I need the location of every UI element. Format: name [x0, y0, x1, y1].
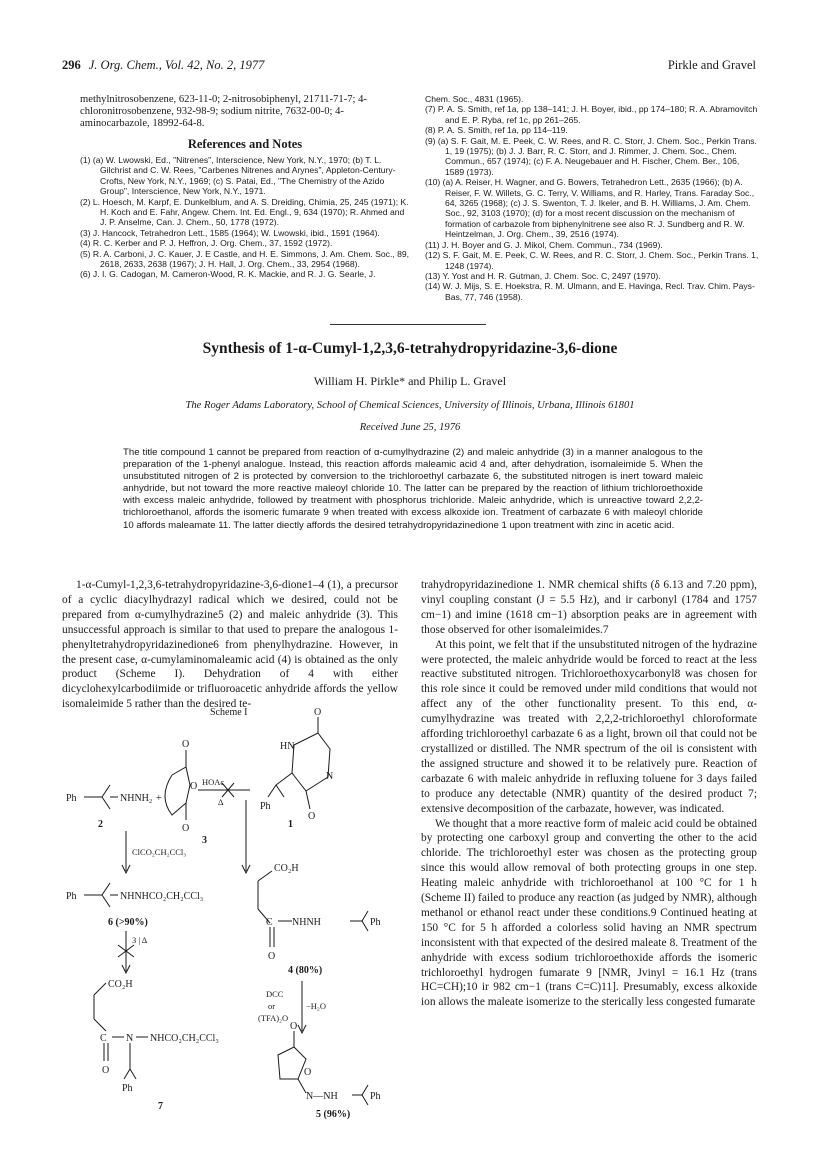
- o-label-7: O: [102, 1065, 110, 1076]
- references-heading: References and Notes: [187, 136, 303, 151]
- reagent-label: ClCO₂CH₂CCl₃: [132, 847, 187, 857]
- reference-item: (14) W. J. Mijs, S. E. Hoekstra, R. M. Ulmann, and E. Havinga, Recl. Trav. Chim. Pays-Bas, 77, 746 (1958).: [425, 281, 755, 302]
- n-label-7: N: [126, 1033, 134, 1044]
- reference-item: Chem. Soc., 4831 (1965).: [425, 94, 524, 104]
- ph-label-1: Ph: [260, 801, 271, 812]
- o-label-1-bottom: O: [308, 811, 316, 822]
- compound-5-label: 5 (96%): [316, 1109, 351, 1120]
- references-right-list: [425, 94, 760, 302]
- hn-label: HN: [280, 741, 295, 752]
- carbazate-label: NHNHCO₂CH₂CCl₃: [120, 891, 204, 902]
- compound-3-label: 3: [202, 835, 207, 846]
- reference-item: (11) J. H. Boyer and G. J. Mikol, Chem. Commun., 734 (1969).: [425, 239, 663, 250]
- nhnh-label: NHNH: [292, 917, 321, 928]
- minus-h2o-label: −H₂O: [306, 1001, 327, 1011]
- compound-1-label: 1: [288, 819, 293, 830]
- co2h-label-4: CO₂H: [274, 863, 299, 874]
- journal-citation: J. Org. Chem., Vol. 42, No. 2, 1977: [88, 58, 265, 72]
- tfa-label: (TFA)₂O: [258, 1013, 289, 1023]
- compound-2-label: 2: [98, 819, 103, 830]
- o-label-anhydride-bottom: O: [182, 823, 190, 834]
- body-right-paragraph-3: We thought that a more reactive form of maleic acid could be obtained by protecting one carboxyl group and converting the other to the acid chloride. The trichloroethyl ester was chosen as the protecting group since this would allow removal of both protecting groups in one step. Heating maleic anhydride with trichloroethanol at 100 °C for 1 h (Scheme II) failed to produce any reaction (as judged by NMR), although methanol or ethanol react under these conditions.9 Continued heating at 150 °C for 5 h afforded a colorless solid having an NMR spectrum inconsistent with that expected of the desired maleate 8. Treatment of the anhydride with excess sodium trichloroethoxide affords the isomeric trichloroethyl hydrogen fumarate 9 [NMR, Jvinyl = 16.1 Hz (trans HC=CH);10 ir 982 cm−1 (trans C=C)11]. Presumably, excess alkoxide ion allows the maleate isomerize to the sterically less congested fumarate: [421, 817, 757, 1009]
- reference-item: (4) R. C. Kerber and P. J. Heffron, J. Org. Chem., 37, 1592 (1972).: [80, 238, 333, 249]
- running-authors: Pirkle and Gravel: [667, 58, 756, 72]
- compound-6-label: 6 (>90%): [108, 917, 148, 928]
- ph-label-2: Ph: [66, 793, 77, 804]
- reference-item: (3) J. Hancock, Tetrahedron Lett., 1585 (1964); W. Lwowski, ibid., 1591 (1964).: [80, 227, 380, 238]
- page-header: [62, 58, 756, 74]
- reference-item: (5) R. A. Carboni, J. C. Kauer, J. E Castle, and H. E. Simmons, J. Am. Chem. Soc., 89, 2618, 2633, 2638 (1967); J. H. Hall, J. Org. Chem., 33, 2954 (1968).: [80, 248, 410, 270]
- hoac-label: HOAc: [202, 777, 225, 787]
- page-number: 296: [62, 58, 81, 72]
- reference-item: (10) (a) A. Reiser, H. Wagner, and G. Bowers, Tetrahedron Lett., 2635 (1966); (b) A. Reiser, F. W. Willets, G. C. Terry, V. Williams, and R. Harley, Trans. Faraday Soc., 64, 3265 (1968); (c) J. S. Swenton, T. J. Ikeler, and B. H. Williams, J. Am. Chem. Soc., 92, 3103 (1970); (d) for a most recent discussion on the mechanism of formation of carbazole from biphenylnitrene see also R. J. Sundberg and R. W. Heintzelman, J. Org. Chem., 39, 2516 (1974).: [425, 177, 755, 240]
- reference-item: (9) (a) S. F. Gait, M. E. Peek, C. W. Rees, and R. C. Storr, J. Chem. Soc., Perkin Trans. 1, 19 (1975); (b) J. J. Barr, R. C. Storr, and J. Rimmer, J. Chem. Soc., Chem. Commun., 657 (1974); (c) F. A. Neugebauer and H. Fischer, Chem. Ber., 106, 1589 (1973).: [425, 135, 757, 177]
- body-right-paragraph-2: At this point, we felt that if the unsubstituted nitrogen of the hydrazine were protected, the maleic anhydride would be forced to react at the less reactive substituted nitrogen. Trichloroethoxycarbonyl8 was chosen for this role since it could be removed under mild conditions that would not affect any of the other functionality present. To this end, α-cumylhydrazine was treated with 2,2,2-trichloroethyl chloroformate affording trichloroethyl carbazate 6 as a light, brown oil that could not be crystallized or distilled. The NMR spectrum of the oil is consistent with the assigned structure and showed it to be relatively pure. Reaction of carbazate 6 with maleic anhydride in refluxing toluene for 3 days failed to produce any detectable (NMR) quantity of the desired product 7; extensive decomposition of the carbazate, however, was indicated.: [421, 638, 757, 815]
- compound-4-label: 4 (80%): [288, 965, 323, 976]
- n-label-1: N: [326, 771, 334, 782]
- received-date: Received June 25, 1976: [359, 422, 461, 433]
- scheme-1: [62, 705, 398, 1125]
- registry-text: methylnitrosobenzene, 623-11-0; 2-nitrosobiphenyl, 21711-71-7; 4-chloronitrosobenzene, 932-98-9; sodium nitrite, 7632-00-0; 4-aminocarbazole, 18992-64-8.: [80, 94, 367, 130]
- article-affiliation: The Roger Adams Laboratory, School of Chemical Sciences, University of Illinois, Urbana, Illinois 61801: [185, 400, 635, 411]
- body-right-column: [421, 578, 757, 1010]
- scheme-title: Scheme I: [210, 707, 248, 718]
- reference-item: (7) P. A. S. Smith, ref 1a, pp 138–141; J. H. Boyer, ibid., pp 174–180; R. A. Abramovitch and E. P. Ryba, ref 1c, pp 261–265.: [425, 104, 758, 125]
- reference-item: (1) (a) W. Lwowski, Ed., "Nitrenes", Interscience, New York, N.Y., 1970; (b) T. L. Gilchrist and C. W. Rees, "Carbenes Nitrenes and Arynes", Appleton-Century-Crofts, New York, N.Y., 1969; (c) S. Patai, Ed., "The Chemistry of the Azido Group", Interscience, New York, N.Y., 1971.: [80, 155, 396, 197]
- abstract: The title compound 1 cannot be prepared from reaction of α-cumylhydrazine (2) and maleic anhydride (3) in a manner analogous to the preparation of the 1-phenyl analogue. Instead, this reaction affords maleamic acid 4 and, after dehydration, isomaleimide 5. When the unsubstituted nitrogen of 2 is protected by conversion to the trichloroethyl carbazate 6, the substituted nitrogen is inert toward maleic anhydride, but not toward the more reactive maleoyl chloride 10. The latter can be prepared by the reaction of lithium trichloroethoxide with excess maleic anhydride, followed by treatment with phosphorus trichloride. Maleic anhydride, which is unreactive toward 2,2,2-trichloroethanol, affords the isomeric fumarate 9 when treated with excess alkoxide ion. Treatment of carbazate 6 with maleoyl chloride 10 affords maleamate 11. The latter diectly affords the desired tetrahydropyridazinedione 1 upon treatment with zinc in acetic acid.: [123, 447, 703, 531]
- o-label-5-top: O: [290, 1021, 298, 1032]
- arrow-3-delta: 3 | Δ: [132, 935, 148, 945]
- compound-7-label: 7: [158, 1101, 163, 1112]
- reference-item: (6) J. I. G. Cadogan, M. Cameron-Wood, R. K. Mackie, and R. J. G. Searle, J.: [80, 269, 376, 280]
- references-left-list: [80, 155, 410, 280]
- c-label-7: C: [100, 1033, 107, 1044]
- body-left-column: [62, 578, 398, 712]
- top-left-column: [80, 94, 410, 280]
- body-left-paragraph: 1-α-Cumyl-1,2,3,6-tetrahydropyridazine-3,6-dione1–4 (1), a precursor of a cyclic diacylhydrazyl radical which we desired, could not be prepared from α-cumylhydrazine5 (2) and maleic anhydride (3). This unsuccessful approach is similar to that used to prepare the analogous 1-phenyltetrahydropyridazinedione6 from phenylhydrazine. However, in the present case, α-cumylaminomaleamic acid (4) is obtained as the only product (Scheme I). Dehydration of 4 with either dicyclohexylcarbodiimide or trifluoroacetic anhydride affords the yellow isomaleimide 5 rather than the desired te-: [62, 579, 398, 711]
- plus-sign: +: [156, 793, 162, 804]
- ph-label-4: Ph: [370, 917, 381, 928]
- scheme-drawing: [62, 705, 398, 1125]
- o-label-1-top: O: [314, 707, 322, 718]
- reference-item: (13) Y. Yost and H. R. Gutman, J. Chem. Soc. C, 2497 (1970).: [425, 270, 661, 281]
- reference-item: (8) P. A. S. Smith, ref 1a, pp 114–119.: [425, 125, 568, 136]
- o-label-anhydride-ring: O: [190, 781, 198, 792]
- reference-item: (12) S. F. Gait, M. E. Peek, C. W. Rees, and R. C. Storr, J. Chem. Soc., Perkin Trans. 1, 1248 (1974).: [425, 250, 759, 271]
- body-right-paragraph-1: trahydropyridazinedione 1. NMR chemical shifts (δ 6.13 and 7.20 ppm), vinyl coupling constant (J = 5.5 Hz), and ir carbonyl (1784 and 1757 cm−1) and imine (1618 cm−1) absorption peaks are in agreement with those observed for other isomaleimides.7: [421, 579, 757, 636]
- ph-label-6: Ph: [66, 891, 77, 902]
- article-title: Synthesis of 1-α-Cumyl-1,2,3,6-tetrahydropyridazine-3,6-dione: [202, 340, 618, 357]
- delta-label: Δ: [218, 797, 224, 807]
- nhnh2-label: NHNH₂: [120, 793, 153, 804]
- o-label-anhydride-top: O: [182, 739, 190, 750]
- ph-label-7: Ph: [122, 1083, 133, 1094]
- article-divider: [330, 324, 486, 325]
- nnh-label: N—NH: [306, 1091, 338, 1102]
- nhco-label: NHCO₂CH₂CCl₃: [150, 1033, 219, 1044]
- dcc-label: DCC: [266, 989, 284, 999]
- or-label: or: [268, 1001, 276, 1011]
- ph-label-5: Ph: [370, 1091, 381, 1102]
- reference-item: (2) L. Hoesch, M. Karpf, E. Dunkelblum, and A. S. Dreiding, Chimia, 25, 245 (1971); K. H. Koch and E. Fahr, Angew. Chem. Int. Ed. Engl., 9, 634 (1970); R. Ahmed and J. P. Anselme, Can. J. Chem., 50, 1778 (1972).: [80, 196, 409, 228]
- o-label-5-ring: O: [304, 1067, 312, 1078]
- top-right-column: [425, 94, 760, 302]
- o-label-4: O: [268, 951, 276, 962]
- c-label-4: C: [266, 917, 273, 928]
- co2h-label-7: CO₂H: [108, 979, 133, 990]
- article-authors: William H. Pirkle* and Philip L. Gravel: [313, 374, 507, 388]
